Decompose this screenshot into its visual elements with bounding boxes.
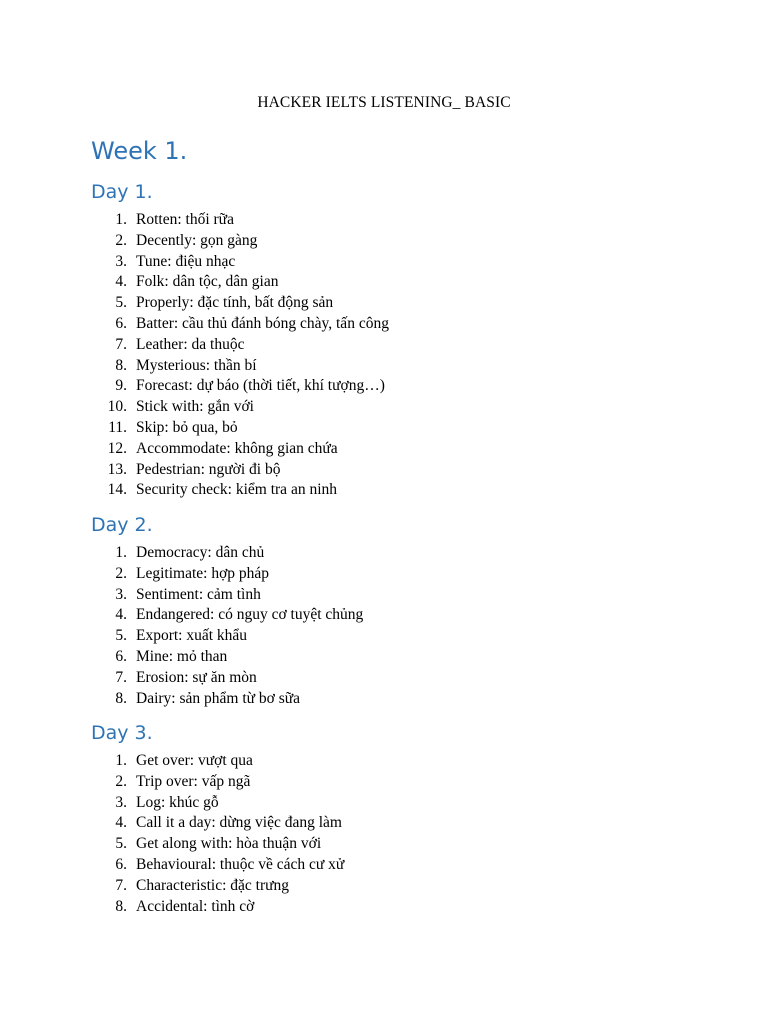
item-number: 5. xyxy=(115,835,127,853)
item-number: 6. xyxy=(115,647,127,665)
item-number: 9. xyxy=(115,377,127,395)
day-3-heading: Day 3. xyxy=(91,722,153,744)
item-text: Rotten: thối rữa xyxy=(136,211,234,228)
item-number: 8. xyxy=(115,897,127,915)
item-text: Erosion: sự ăn mòn xyxy=(136,668,257,686)
item-number: 14. xyxy=(107,481,127,499)
day-2-heading: Day 2. xyxy=(91,514,153,536)
item-text: Endangered: có nguy cơ tuyệt chủng xyxy=(136,606,364,624)
item-text: Pedestrian: người đi bộ xyxy=(136,460,281,478)
item-text: Export: xuất khẩu xyxy=(136,627,248,645)
item-number: 6. xyxy=(115,855,127,873)
item-text: Sentiment: cảm tình xyxy=(136,585,261,603)
item-text: Log: khúc gỗ xyxy=(136,793,219,811)
item-number: 2. xyxy=(115,231,127,249)
item-text: Forecast: dự báo (thời tiết, khí tượng…) xyxy=(136,377,385,395)
item-text: Batter: cầu thủ đánh bóng chày, tấn công xyxy=(136,314,389,332)
item-number: 12. xyxy=(107,439,127,457)
item-text: Tune: điệu nhạc xyxy=(136,252,236,270)
item-text: Trip over: vấp ngã xyxy=(136,772,251,790)
item-text: Get over: vượt qua xyxy=(136,752,253,769)
item-number: 6. xyxy=(115,314,127,332)
item-number: 8. xyxy=(115,689,127,707)
item-text: Decently: gọn gàng xyxy=(136,231,258,249)
item-number: 2. xyxy=(115,772,127,790)
item-text: Folk: dân tộc, dân gian xyxy=(136,273,279,291)
item-number: 5. xyxy=(115,294,127,312)
item-text: Skip: bỏ qua, bỏ xyxy=(136,418,238,436)
item-text: Behavioural: thuộc về cách cư xử xyxy=(136,855,345,873)
item-number: 10. xyxy=(107,398,127,416)
week-heading: Week 1. xyxy=(91,137,188,165)
item-number: 1. xyxy=(115,544,127,561)
item-text: Dairy: sản phẩm từ bơ sữa xyxy=(136,689,301,707)
item-text: Security check: kiểm tra an ninh xyxy=(136,481,338,499)
item-number: 7. xyxy=(115,876,127,894)
item-number: 4. xyxy=(115,814,127,832)
item-number: 1. xyxy=(115,752,127,769)
item-text: Leather: da thuộc xyxy=(136,335,245,353)
item-text: Accidental: tình cờ xyxy=(136,897,255,915)
item-number: 5. xyxy=(115,627,127,645)
item-text: Democracy: dân chủ xyxy=(136,544,265,561)
item-number: 8. xyxy=(115,356,127,374)
document-title: HACKER IELTS LISTENING_ BASIC xyxy=(257,94,511,111)
item-number: 3. xyxy=(115,252,127,270)
item-text: Mysterious: thần bí xyxy=(136,356,257,374)
item-text: Properly: đặc tính, bất động sản xyxy=(136,294,334,312)
item-text: Mine: mỏ than xyxy=(136,647,228,665)
day-1-heading: Day 1. xyxy=(91,181,153,203)
item-number: 13. xyxy=(107,460,127,478)
item-text: Accommodate: không gian chứa xyxy=(136,439,338,457)
item-number: 11. xyxy=(108,418,127,436)
item-number: 7. xyxy=(115,335,127,353)
item-number: 3. xyxy=(115,793,127,811)
item-text: Legitimate: hợp pháp xyxy=(136,564,270,582)
item-number: 4. xyxy=(115,273,127,291)
item-text: Get along with: hòa thuận với xyxy=(136,835,322,853)
item-number: 2. xyxy=(115,564,127,582)
item-number: 7. xyxy=(115,668,127,686)
item-text: Call it a day: dừng việc đang làm xyxy=(136,814,342,832)
item-number: 4. xyxy=(115,606,127,624)
item-text: Characteristic: đặc trưng xyxy=(136,876,290,894)
item-number: 1. xyxy=(115,211,127,228)
item-text: Stick with: gắn với xyxy=(136,398,254,416)
item-number: 3. xyxy=(115,585,127,603)
